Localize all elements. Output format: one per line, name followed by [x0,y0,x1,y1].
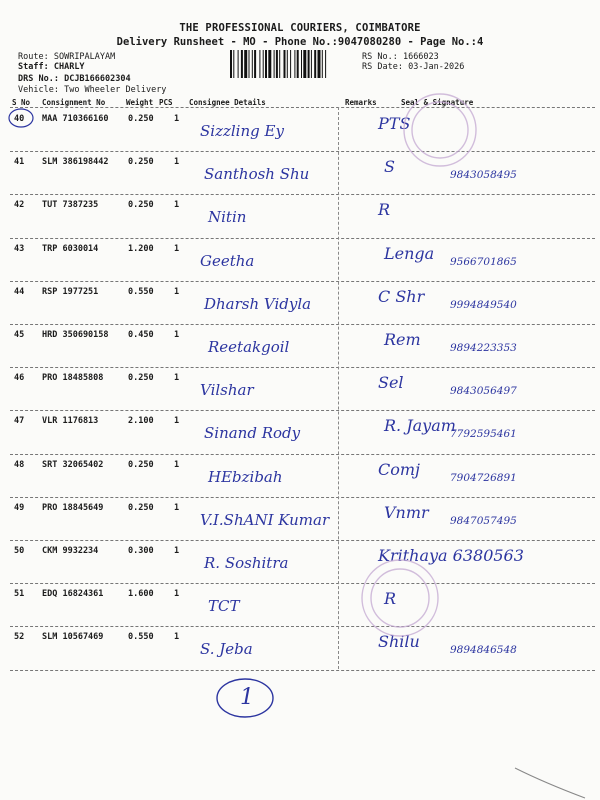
row-phone-handwriting: 9894846548 [450,644,517,657]
row-separator [10,238,595,239]
row-sno: 40 [14,114,25,124]
row-signature-handwriting: R [384,589,397,609]
route-label: Route: [18,52,49,62]
row-pcs: 1 [174,632,180,643]
row-separator [10,497,595,498]
row-consignment: SRT 32065402 [42,459,104,470]
row-consignee-handwriting: Reetakgoil [208,338,290,356]
row-consignee-handwriting: Nitin [208,208,247,227]
row-consignment: TUT 7387235 [42,200,99,211]
col-remarks: Remarks [345,98,377,107]
rs-date-value: 03-Jan-2026 [408,62,465,72]
row-signature-handwriting: Krithaya 6380563 [378,546,524,565]
row-sno: 41 [14,157,25,168]
col-pcs: PCS [159,98,173,107]
row-sno: 45 [14,330,25,340]
row-consignee-handwriting: Sizzling Ey [200,122,284,140]
row-pcs: 1 [174,243,180,254]
row-pcs: 1 [174,589,180,600]
row-consignment: PRO 18485808 [42,373,104,384]
row-phone-handwriting: 9847057495 [450,514,517,527]
route-line [18,52,115,62]
vehicle-value: Two Wheeler Delivery [64,85,167,95]
drs-label: DRS No.: [18,74,59,84]
row-consignment: TRP 6030014 [42,243,99,254]
row-pcs: 1 [174,114,180,124]
row-separator [10,583,595,584]
row-sno: 49 [14,502,25,513]
row-separator [10,281,595,282]
row-consignment: MAA 710366160 [42,114,109,124]
row-separator [10,626,595,627]
row-sno: 43 [14,243,25,254]
row-weight: 0.250 [128,200,154,211]
row-signature-handwriting: PTS [378,114,411,133]
row-separator [10,367,595,368]
row-consignment: RSP 1977251 [42,286,99,297]
row-phone-handwriting: 9843058495 [450,169,517,182]
row-signature-handwriting: C Shr [378,286,425,306]
row-weight: 1.600 [128,589,154,600]
row-weight: 0.250 [128,502,154,513]
vehicle-label: Vehicle: [18,85,59,95]
row-sno: 48 [14,459,25,470]
column-separator [338,107,339,669]
row-separator [10,670,595,671]
row-pcs: 1 [174,157,180,168]
row-weight: 0.550 [128,632,154,643]
drs-value: DCJB166602304 [64,74,131,84]
row-pcs: 1 [174,459,180,470]
row-phone-handwriting: 7904726891 [450,471,517,484]
row-weight: 0.300 [128,546,154,556]
row-signature-handwriting: Rem [384,330,421,349]
row-consignment: VLR 1176813 [42,416,99,427]
row-signature-handwriting: Sel [378,373,404,393]
row-sno: 50 [14,546,25,556]
staff-value: CHARLY [53,62,85,72]
col-weight: Weight [126,98,154,107]
row-consignee-handwriting: Vilshar [200,381,254,400]
row-phone-handwriting: 9994849540 [450,298,517,311]
row-separator [10,454,595,455]
row-phone-handwriting: 9843056497 [450,385,517,398]
row-weight: 0.450 [128,330,154,340]
row-weight: 0.250 [128,459,154,470]
row-weight: 0.250 [128,114,154,124]
row-sno: 52 [14,632,25,643]
row-signature-handwriting: Lenga [384,243,435,263]
row-signature-handwriting: Vnmr [384,502,429,522]
row-consignment: HRD 350690158 [42,330,109,340]
row-signature-handwriting: S [384,157,395,177]
row-separator [10,324,595,325]
row-sno: 51 [14,589,25,600]
rs-date-line [362,62,464,72]
row-weight: 0.550 [128,286,154,297]
row-phone-handwriting: 9566701865 [450,255,517,268]
corner-scribble-mark [515,768,585,798]
row-phone-handwriting: 9894223353 [450,342,517,354]
row-separator [10,194,595,195]
row-pcs: 1 [174,502,180,513]
bottom-stamp [362,560,438,636]
col-consignee: Consignee Details [189,98,266,107]
row-weight: 1.200 [128,243,154,254]
row-consignment: EDQ 16824361 [42,589,104,600]
row-sno: 46 [14,373,25,384]
row-weight: 0.250 [128,373,154,384]
row-consignee-handwriting: Dharsh Vidyla [204,294,312,313]
row-consignment: PRO 18845649 [42,502,104,513]
row-consignment: CKM 9932234 [42,546,99,556]
row-consignee-handwriting: R. Soshitra [204,554,289,572]
row-consignee-handwriting: Sinand Rody [204,424,301,443]
footer-handwritten-number: 1 [240,685,254,710]
row-signature-handwriting: Shilu [378,632,420,652]
drs-line [18,74,131,84]
row-consignee-handwriting: Geetha [200,251,255,270]
row-signature-handwriting: R [378,200,391,220]
row-pcs: 1 [174,416,180,427]
row-consignee-handwriting: HEbzibah [208,467,283,486]
row-pcs: 1 [174,546,180,556]
row-consignment: SLM 10567469 [42,632,104,643]
row-consignee-handwriting: Santhosh Shu [204,165,310,184]
col-sno: S No [12,98,31,107]
barcode [230,50,356,78]
row-consignee-handwriting: S. Jeba [200,640,253,659]
rs-no-line [362,52,439,62]
staff-label: Staff: [18,62,49,72]
vehicle-line [18,85,166,95]
row-phone-handwriting: 7792595461 [450,428,517,441]
row-signature-handwriting: Comj [378,459,421,479]
col-consignment: Consignment No [42,98,106,107]
row-sno: 44 [14,286,25,297]
row-sno: 47 [14,416,25,427]
row-consignee-handwriting: V.I.ShANI Kumar [200,510,330,529]
row-weight: 2.100 [128,416,154,427]
row-pcs: 1 [174,200,180,211]
staff-line [18,62,85,72]
row-pcs: 1 [174,286,180,297]
row-consignee-handwriting: TCT [208,597,240,616]
header-rule [10,107,595,108]
row-separator [10,540,595,541]
document-title: THE PROFESSIONAL COURIERS, COIMBATORE [179,22,421,34]
row-separator [10,151,595,152]
rs-no-value: 1666023 [402,52,439,62]
row-separator [10,410,595,411]
row-pcs: 1 [174,330,180,340]
rs-no-label: RS No.: [362,52,398,62]
col-seal: Seal & Signature [401,98,474,107]
row-signature-handwriting: R. Jayam [384,416,456,436]
document-subtitle: Delivery Runsheet - MO - Phone No.:9047080280 - Page No.:4 [116,36,484,48]
route-value: SOWRIPALAYAM [53,52,116,62]
row-consignment: SLM 386198442 [42,157,109,168]
rs-date-label: RS Date: [362,62,403,72]
row-pcs: 1 [174,373,180,384]
row-weight: 0.250 [128,157,154,168]
row-sno: 42 [14,200,25,211]
